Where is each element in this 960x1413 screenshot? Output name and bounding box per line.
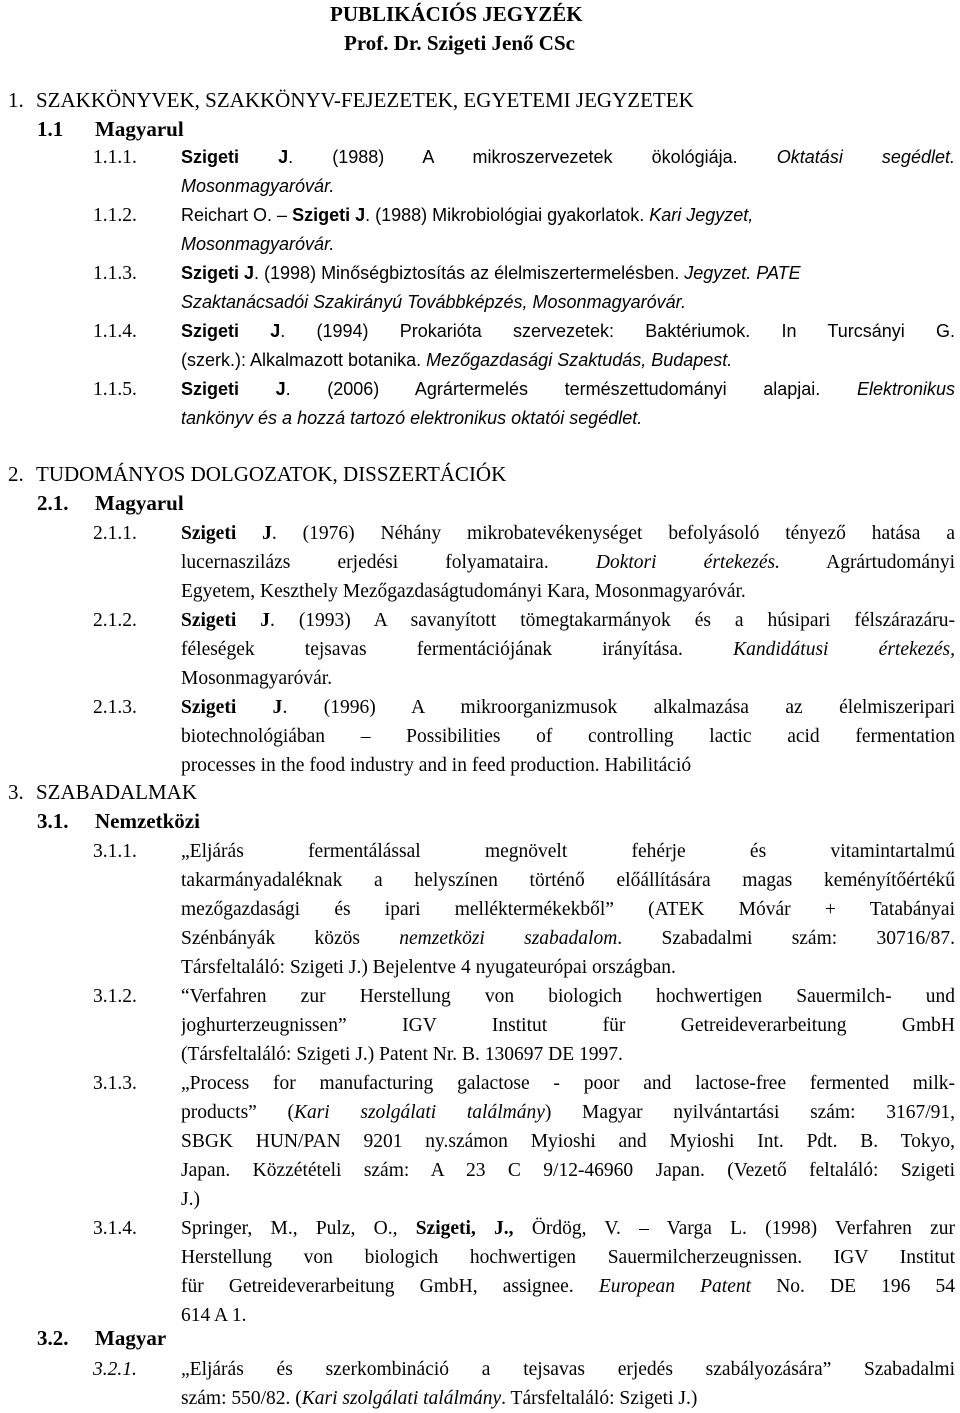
entry-3-1-1: „Eljárás fermentálással megnövelt fehérje és vitamintartalmú takarmányadaléknak a helyszínen történő előállítására magas keményítőértékű mezőgazdasági és ipari melléktermékekből” (ATEK Móvár + Tatabányai Szénbányák közös nemzetközi szabadalom. Szabadalmi szám: 30716/87. Társfeltaláló: Szigeti J.) Bejelentve 4 nyugateurópai országban.: [181, 841, 955, 978]
entry-number: 2.1.2.: [93, 610, 137, 631]
entry-number: 3.1.1.: [93, 841, 137, 862]
entry-2-1-2: Szigeti J. (1993) A savanyított tömegtakarmányok és a húsipari félszárazáru- féleségek tejsavas fermentációjának irányítása. Kandidátusi értekezés, Mosonmagyaróvár.: [181, 610, 955, 689]
section-3-2-heading: 3.2. Magyar: [37, 1326, 167, 1350]
section-3-heading: 3. SZABADALMAK: [8, 780, 198, 804]
section-1-1-heading: 1.1 Magyarul: [37, 117, 184, 141]
entry-number: 1.1.1.: [93, 147, 137, 168]
document-subtitle: Prof. Dr. Szigeti Jenő CSc: [344, 31, 575, 55]
document-title: PUBLIKÁCIÓS JEGYZÉK: [330, 2, 583, 26]
section-2-heading: 2. TUDOMÁNYOS DOLGOZATOK, DISSZERTÁCIÓK: [8, 462, 507, 486]
section-2-1-heading: 2.1. Magyarul: [37, 491, 184, 515]
entry-number: 1.1.3.: [93, 263, 137, 284]
section-1-heading: 1. SZAKKÖNYVEK, SZAKKÖNYV-FEJEZETEK, EGYETEMI JEGYZETEK: [8, 88, 694, 112]
section-3-1-heading: 3.1. Nemzetközi: [37, 809, 200, 833]
entry-number: 3.1.2.: [93, 986, 137, 1007]
entry-3-2-1: „Eljárás és szerkombináció a tejsavas erjedés szabályozására” Szabadalmi szám: 550/82. (Kari szolgálati találmány. Társfeltaláló: Szigeti J.): [181, 1359, 955, 1409]
entry-number: 3.1.4.: [93, 1218, 137, 1239]
entry-1-1-5: Szigeti J. (2006) Agrártermelés természettudományi alapjai. Elektronikus tankönyv és a hozzá tartozó elektronikus oktatói segédlet.: [181, 379, 955, 428]
entry-number: 1.1.4.: [93, 321, 137, 342]
entry-1-1-4: Szigeti J. (1994) Prokarióta szervezetek: Baktériumok. In Turcsányi G. (szerk.): Alkalmazott botanika. Mezőgazdasági Szaktudás, Budapest.: [181, 321, 955, 370]
entry-2-1-3: Szigeti J. (1996) A mikroorganizmusok alkalmazása az élelmiszeripari biotechnológiában – Possibilities of controlling lactic acid fermentation processes in the food industry and in feed production. Habilitáció: [181, 697, 955, 776]
entry-number: 3.1.3.: [93, 1073, 137, 1094]
entry-number: 2.1.1.: [93, 523, 137, 544]
entry-2-1-1: Szigeti J. (1976) Néhány mikrobatevékenységet befolyásoló tényező hatása a lucernaszilázs erjedési folyamataira. Doktori értekezés. Agrártudományi Egyetem, Keszthely Mezőgazdaságtudományi Kara, Mosonmagyaróvár.: [181, 523, 955, 602]
entry-3-1-2: “Verfahren zur Herstellung von biologich hochwertigen Sauermilch- und joghurterzeugnissen” IGV Institut für Getreideverarbeitung GmbH (Társfeltaláló: Szigeti J.) Patent Nr. B. 130697 DE 1997.: [181, 986, 955, 1065]
entry-1-1-2: Reichart O. – Szigeti J. (1988) Mikrobiológiai gyakorlatok. Kari Jegyzet, Mosonmagyaróvár.: [181, 205, 754, 254]
entry-3-1-3: „Process for manufacturing galactose - poor and lactose-free fermented milk- products” (Kari szolgálati találmány) Magyar nyilvántartási szám: 3167/91, SBGK HUN/PAN 9201 ny.számon Myioshi and Myioshi Int. Pdt. B. Tokyo, Japan. Közzétételi szám: A 23 C 9/12-46960 Japan. (Vezető feltaláló: Szigeti J.): [181, 1073, 955, 1210]
entry-1-1-3: Szigeti J. (1998) Minőségbiztosítás az élelmiszertermelésben. Jegyzet. PATE Szaktanácsadói Szakirányú Továbbképzés, Mosonmagyaróvár.: [181, 263, 801, 312]
entry-number: 2.1.3.: [93, 697, 137, 718]
entry-3-1-4: Springer, M., Pulz, O., Szigeti, J., Ördög, V. – Varga L. (1998) Verfahren zur Herstellung von biologich hochwertigen Sauermilcherzeugnissen. IGV Institut für Getreideverarbeitung GmbH, assignee. European Patent No. DE 196 54 614 A 1.: [181, 1218, 955, 1326]
entry-1-1-1: Szigeti J. (1988) A mikroszervezetek ökológiája. Oktatási segédlet. Mosonmagyaróvár.: [181, 147, 955, 196]
entry-number: 3.2.1.: [93, 1359, 137, 1380]
entry-number: 1.1.2.: [93, 205, 137, 226]
entry-number: 1.1.5.: [93, 379, 137, 400]
